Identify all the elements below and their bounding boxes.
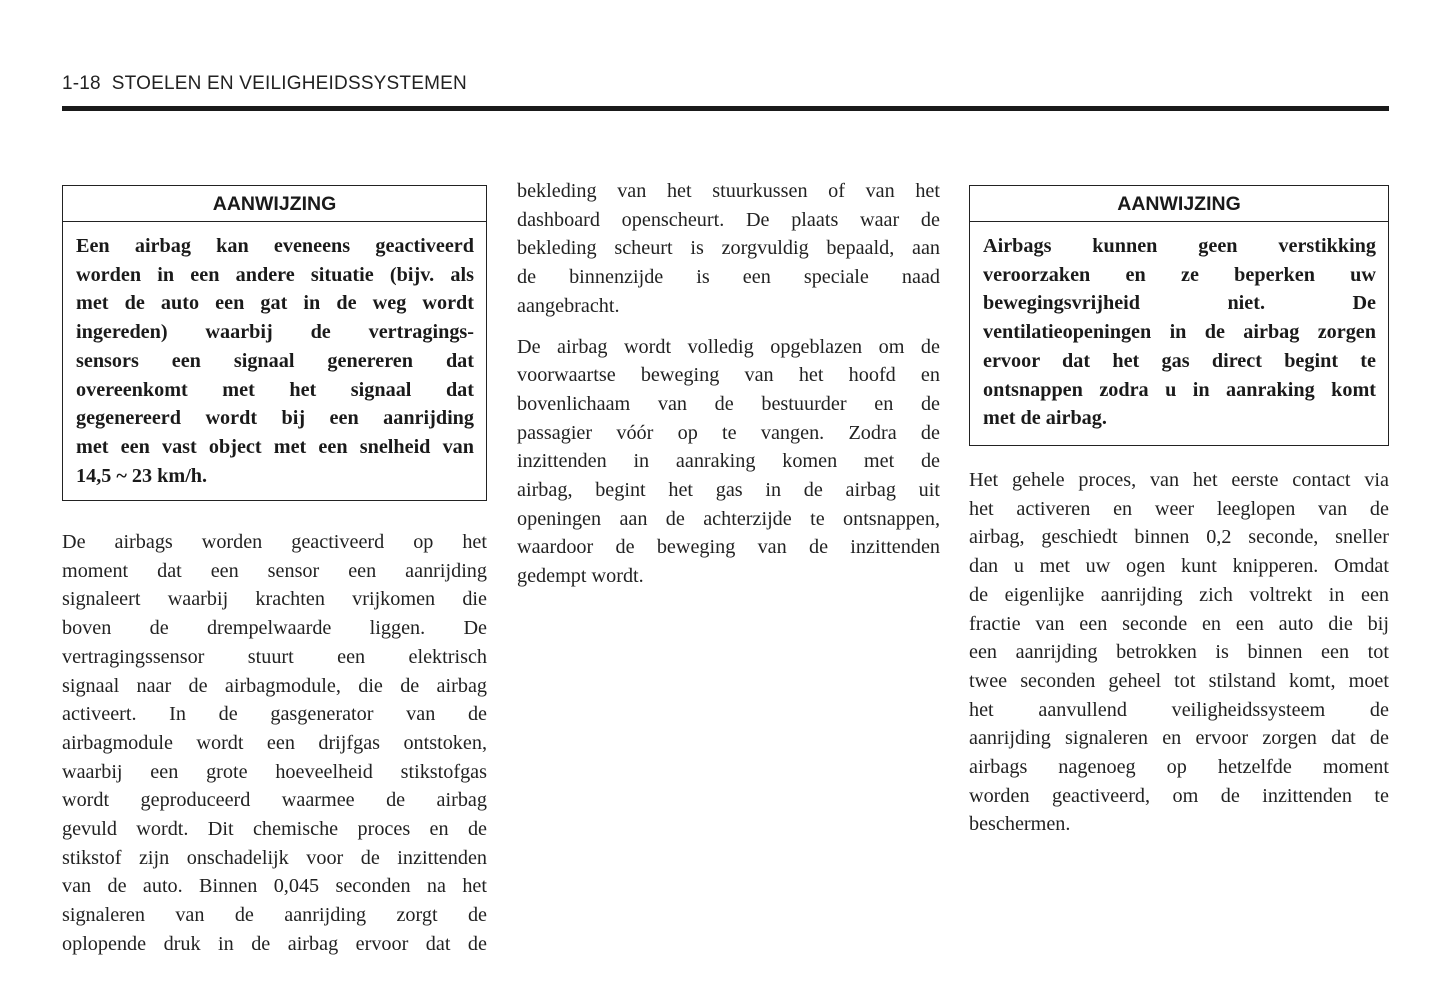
text-line: de eigenlijke aanrijding zich voltrekt in een — [969, 583, 1389, 606]
body-paragraph — [517, 333, 940, 591]
section-title: STOELEN EN VEILIGHEIDSSYSTEMEN — [111, 73, 467, 94]
text-line: signaleren van de aanrijding zorgt de — [62, 904, 487, 927]
text-line: dashboard openscheurt. De plaats waar de — [517, 208, 940, 231]
text-line: fractie van een seconde en een auto die bij — [969, 612, 1389, 635]
notice-title: AANWIJZING — [970, 186, 1388, 222]
text-line: vertragingssensor stuurt een elektrisch — [62, 645, 487, 668]
right-column — [969, 185, 1389, 839]
notice-line: ontsnappen zodra u in aanraking komt — [983, 378, 1376, 401]
notice-line: gegenereerd wordt bij een aanrijding — [76, 407, 474, 430]
text-line: worden geactiveerd, om de inzittenden te — [969, 784, 1389, 807]
notice-line: ervoor dat het gas direct begint te — [983, 349, 1376, 372]
notice-line: Airbags kunnen geen verstikking — [983, 235, 1376, 257]
notice-line: ventilatieopeningen in de airbag zorgen — [983, 321, 1376, 344]
text-line: stikstof zijn onschadelijk voor de inzittenden — [62, 846, 487, 869]
text-line: bekleding van het stuurkussen of van het — [517, 180, 940, 202]
notice-body — [970, 222, 1388, 441]
text-line: van de auto. Binnen 0,045 seconden na het — [62, 875, 487, 898]
text-line: waarbij een grote hoeveelheid stikstofgas — [62, 760, 487, 783]
text-line: activeert. In de gasgenerator van de — [62, 703, 487, 726]
text-line: signaal naar de airbagmodule, die de airbag — [62, 674, 487, 697]
notice-title: AANWIJZING — [63, 186, 486, 222]
text-line: gedempt wordt. — [517, 565, 644, 588]
notice-line: bewegingsvrijheid niet. De — [983, 292, 1376, 315]
body-paragraph — [517, 177, 940, 321]
text-line: een aanrijding betrokken is binnen een tot — [969, 641, 1389, 664]
text-line: het activeren en weer leeglopen van de — [969, 497, 1389, 520]
notice-line: ingereden) waarbij de vertragings- — [76, 321, 474, 344]
text-line: bekleding scheurt is zorgvuldig bepaald, aan — [517, 237, 940, 260]
text-line: boven de drempelwaarde liggen. De — [62, 617, 487, 640]
notice-line: overeenkomt met het signaal dat — [76, 378, 474, 401]
text-line: airbag, begint het gas in de airbag uit — [517, 479, 940, 502]
body-paragraph — [969, 466, 1389, 839]
text-line: openingen aan de achterzijde te ontsnappen, — [517, 507, 940, 530]
text-line: signaleert waarbij krachten vrijkomen die — [62, 588, 487, 611]
text-line: oplopende druk in de airbag ervoor dat de — [62, 932, 487, 955]
notice-line: Een airbag kan eveneens geactiveerd — [76, 235, 474, 257]
text-line: waardoor de beweging van de inzittenden — [517, 536, 940, 559]
text-line: het aanvullend veiligheidssysteem de — [969, 698, 1389, 721]
text-line: airbags nagenoeg op hetzelfde moment — [969, 756, 1389, 779]
text-line: passagier vóór op te vangen. Zodra de — [517, 421, 940, 444]
text-line: moment dat een sensor een aanrijding — [62, 559, 487, 582]
notice-line: met een vast object met een snelheid van — [76, 435, 474, 458]
middle-column — [517, 177, 940, 591]
text-line: airbagmodule wordt een drijfgas ontstoken, — [62, 731, 487, 754]
notice-line: 14,5 ~ 23 km/h. — [76, 464, 208, 487]
notice-line: worden in een andere situatie (bijv. als — [76, 263, 474, 286]
notice-line: veroorzaken en ze beperken uw — [983, 263, 1376, 286]
text-line: aangebracht. — [517, 294, 620, 317]
body-paragraph — [62, 528, 487, 959]
text-line: De airbag wordt volledig opgeblazen om de — [517, 335, 940, 358]
header-rule — [62, 106, 1389, 111]
notice-line: met de airbag. — [983, 407, 1107, 430]
text-line: voorwaartse beweging van het hoofd en — [517, 364, 940, 387]
text-line: De airbags worden geactiveerd op het — [62, 531, 487, 553]
page-header — [62, 73, 467, 95]
left-column — [62, 185, 487, 959]
text-line: Het gehele proces, van het eerste contact via — [969, 469, 1389, 491]
text-line: inzittenden in aanraking komen met de — [517, 450, 940, 473]
notice-box-right — [969, 185, 1389, 446]
text-line: twee seconden geheel tot stilstand komt, moet — [969, 669, 1389, 692]
text-line: gevuld wordt. Dit chemische proces en de — [62, 818, 487, 841]
text-line: dan u met uw ogen kunt knipperen. Omdat — [969, 555, 1389, 578]
text-line: airbag, geschiedt binnen 0,2 seconde, sneller — [969, 526, 1389, 549]
text-line: aanrijding signaleren en ervoor zorgen dat de — [969, 727, 1389, 750]
text-line: beschermen. — [969, 813, 1071, 836]
notice-line: sensors een signaal genereren dat — [76, 349, 474, 372]
text-line: bovenlichaam van de bestuurder en de — [517, 392, 940, 415]
text-line: de binnenzijde is een speciale naad — [517, 266, 940, 289]
notice-line: met de auto een gat in de weg wordt — [76, 292, 474, 315]
notice-box-left — [62, 185, 487, 501]
notice-body — [63, 222, 486, 498]
text-line: wordt geproduceerd waarmee de airbag — [62, 789, 487, 812]
page-number: 1-18 — [62, 73, 101, 94]
